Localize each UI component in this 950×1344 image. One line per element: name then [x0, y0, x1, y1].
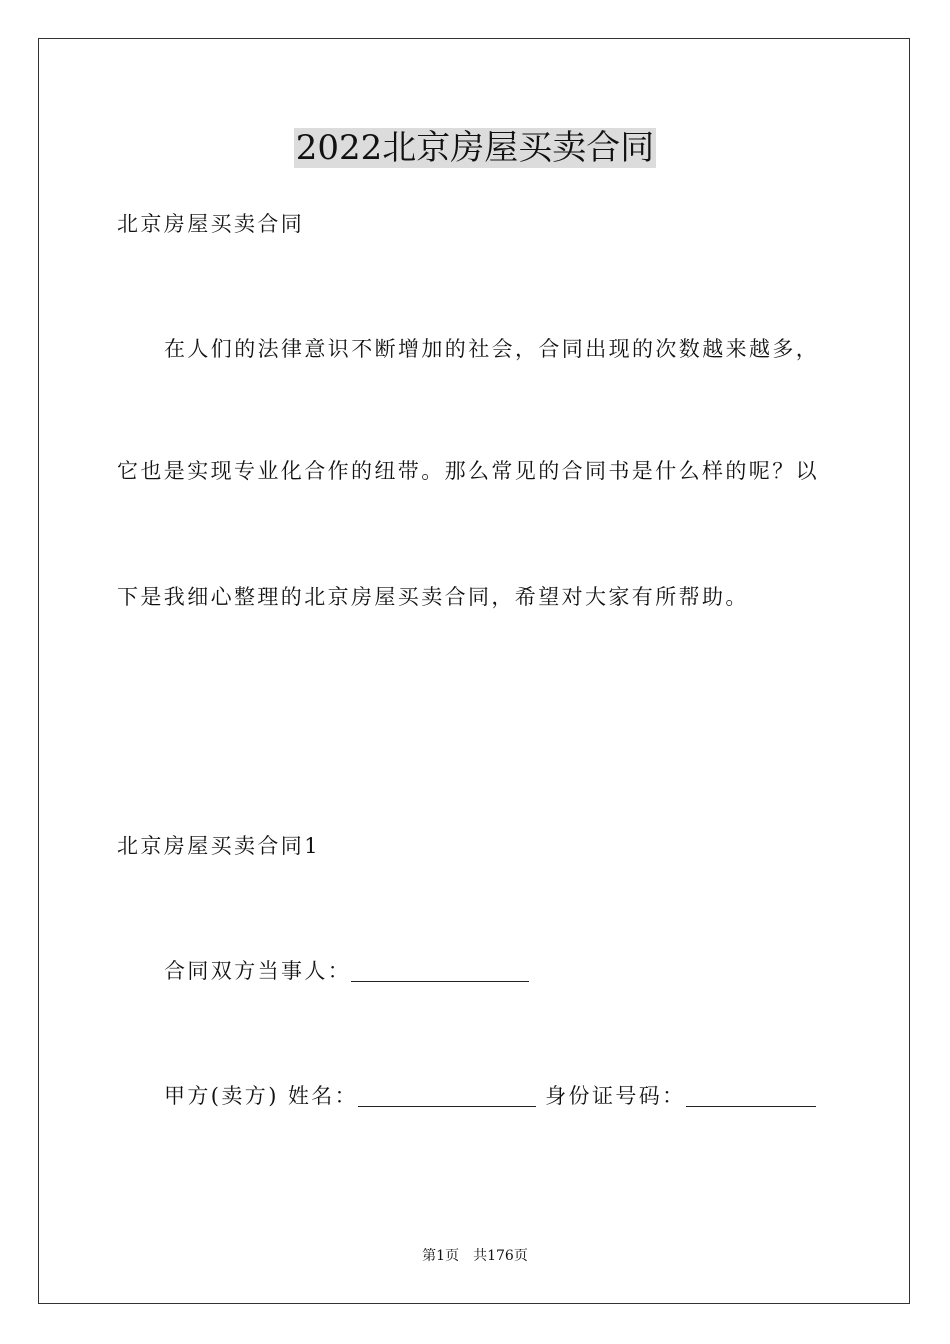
party-a-id-label: 身份证号码：: [545, 1084, 686, 1108]
document-title: [0, 126, 950, 170]
party-a-name-label: 甲方(卖方) 姓名：: [164, 1084, 359, 1108]
parties-blank[interactable]: [351, 961, 529, 982]
page-number-total: 共176页: [473, 1248, 528, 1264]
section-heading: 北京房屋买卖合同1: [117, 834, 320, 858]
intro-paragraph-line-1: 在人们的法律意识不断增加的社会，合同出现的次数越来越多，: [164, 337, 820, 361]
party-a-id-blank[interactable]: [686, 1086, 816, 1107]
intro-paragraph-line-3: 下是我细心整理的北京房屋买卖合同，希望对大家有所帮助。: [117, 585, 749, 609]
document-subtitle: 北京房屋买卖合同: [117, 212, 305, 236]
party-a-name-blank[interactable]: [358, 1086, 536, 1107]
parties-label: 合同双方当事人：: [164, 959, 352, 983]
page-number-current: 第1页: [422, 1248, 460, 1264]
document-title-text: 2022北京房屋买卖合同: [295, 128, 655, 168]
page-footer: [0, 1246, 950, 1266]
intro-paragraph-line-2: 它也是实现专业化合作的纽带。那么常见的合同书是什么样的呢？以: [117, 459, 819, 483]
parties-line: [164, 956, 529, 986]
party-a-line: [164, 1081, 816, 1111]
